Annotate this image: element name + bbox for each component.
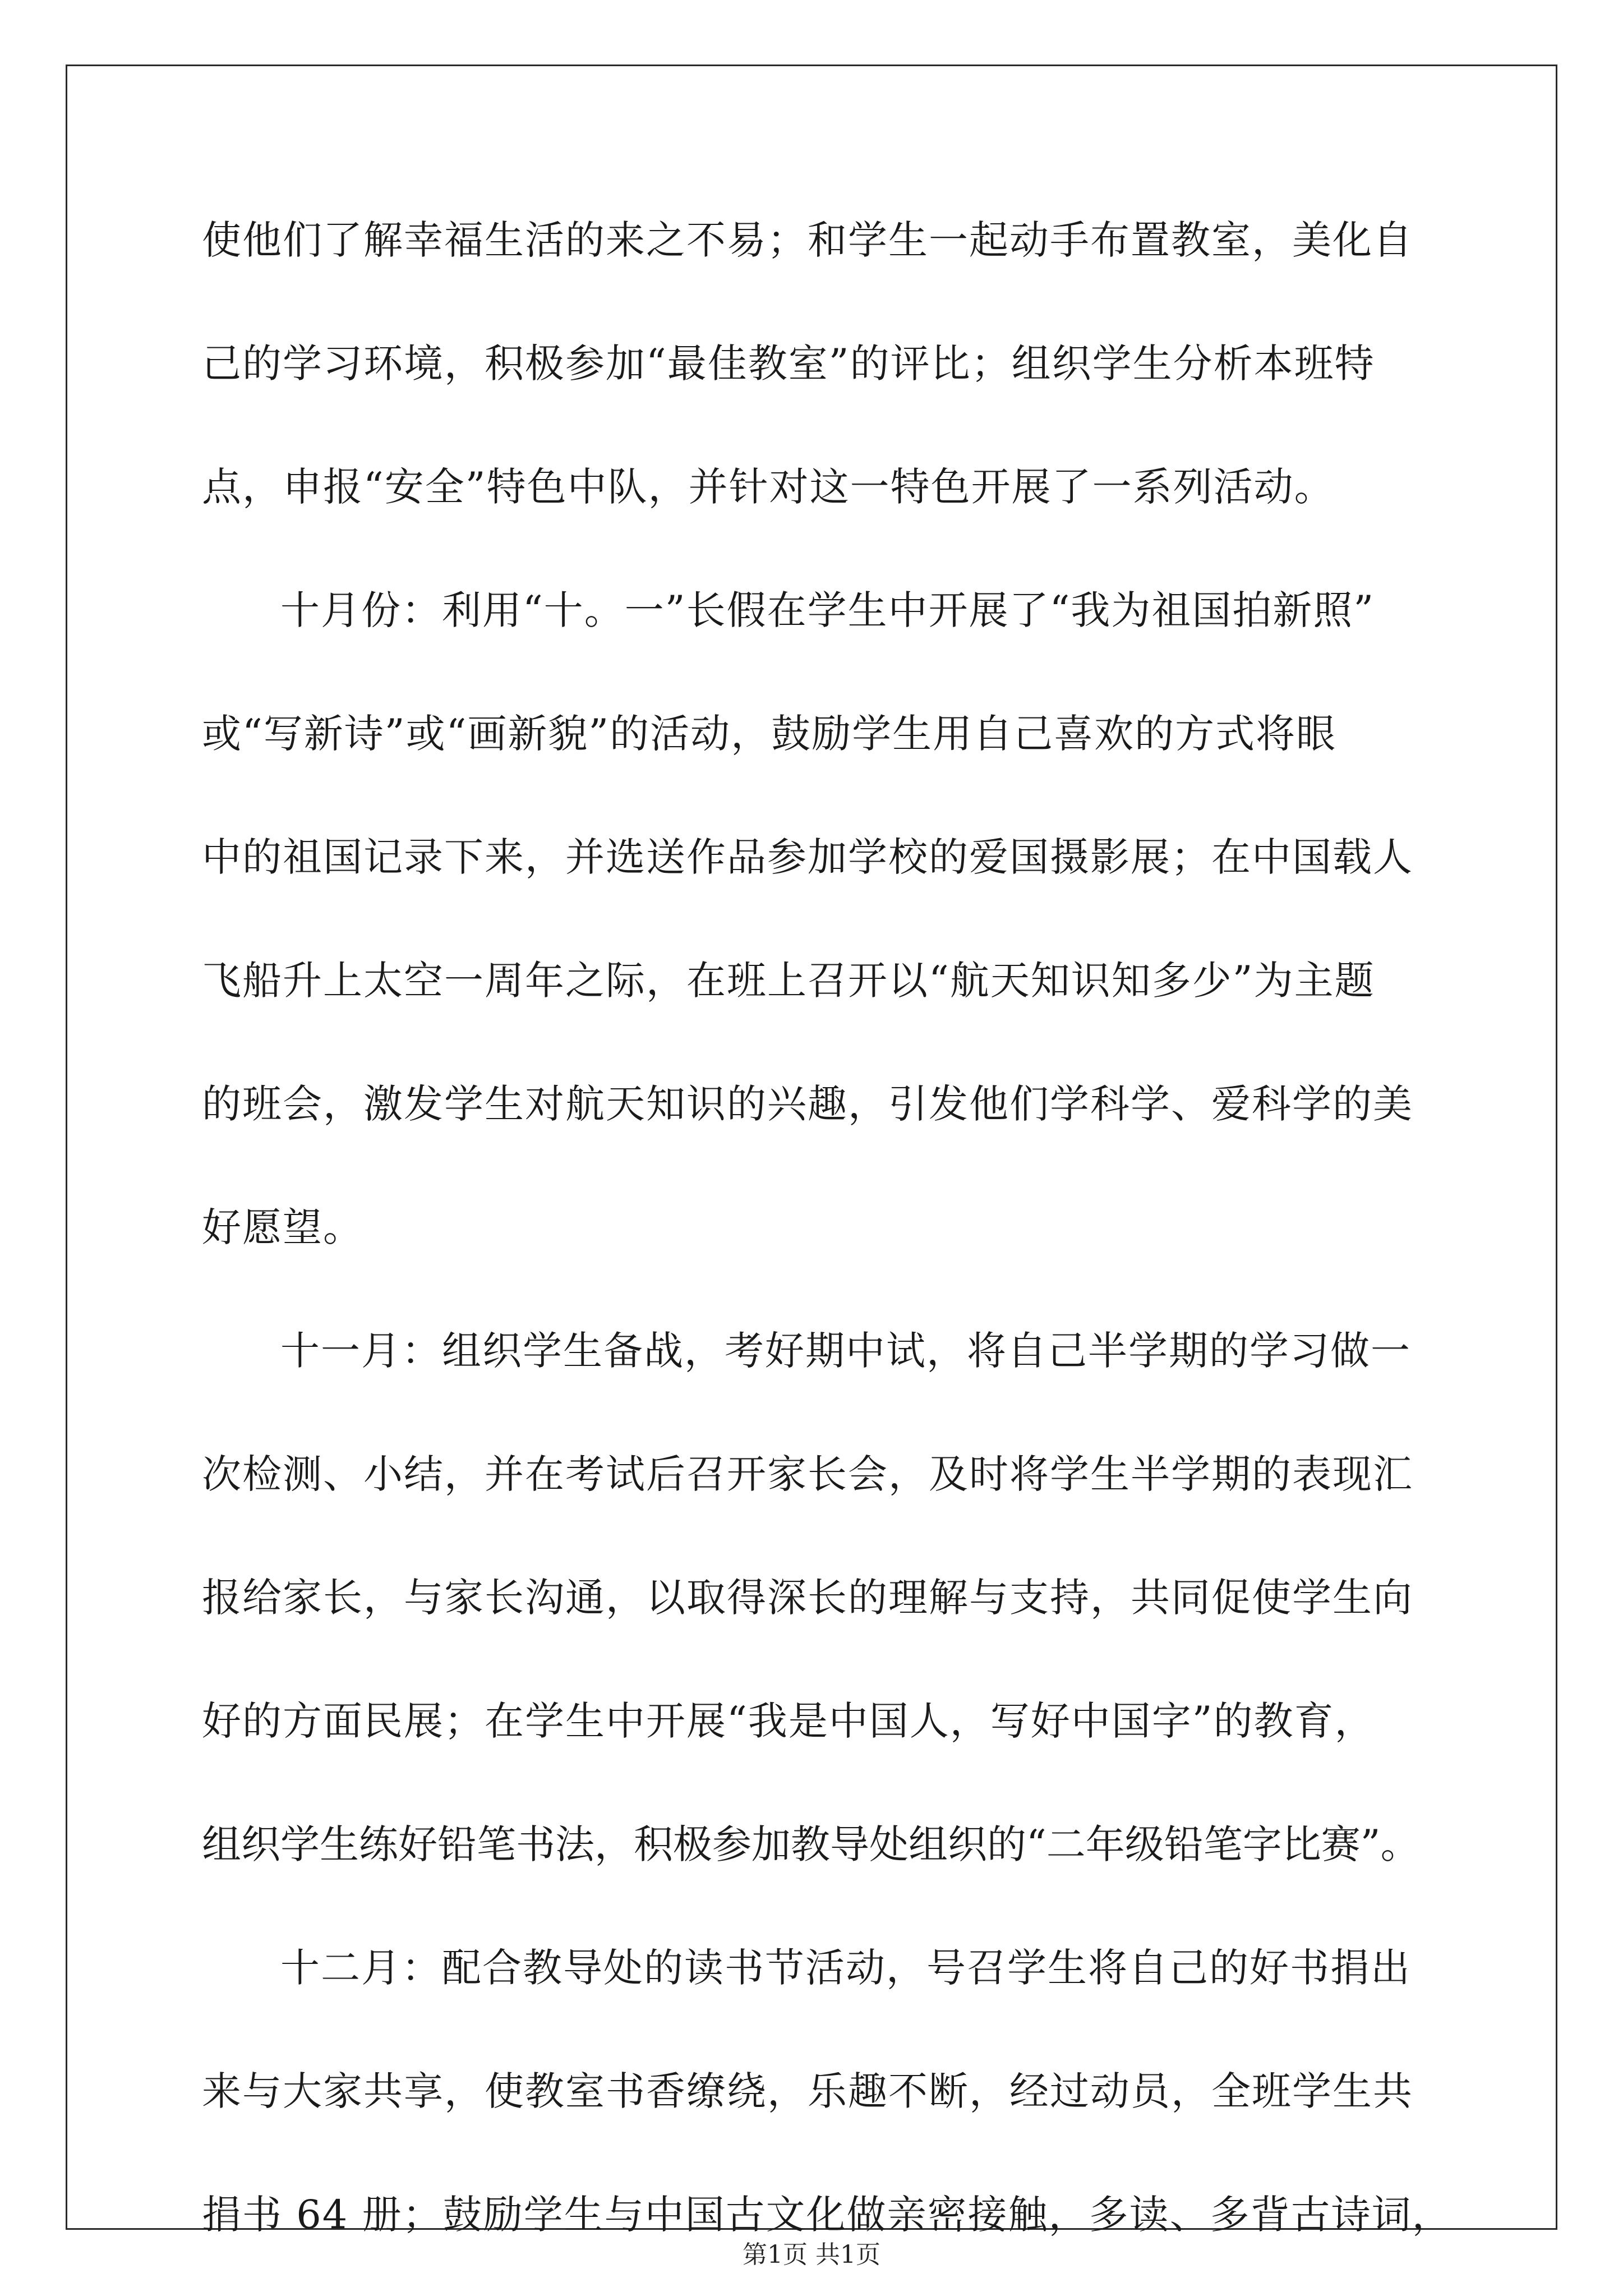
text-line: 的班会，激发学生对航天知识的兴趣，引发他们学科学、爱科学的美 <box>202 1081 1413 1127</box>
page-footer: 第1页 共1页 <box>743 2240 880 2269</box>
text-line: 捐书 64 册；鼓励学生与中国古文化做亲密接触，多读、多背古诗词， <box>202 2192 1453 2238</box>
text-line: 次检测、小结，并在考试后召开家长会，及时将学生半学期的表现汇 <box>202 1451 1413 1497</box>
text-line: 或“写新诗”或“画新貌”的活动，鼓励学生用自己喜欢的方式将眼 <box>202 711 1337 757</box>
text-line: 十一月：组织学生备战，考好期中试，将自己半学期的学习做一 <box>280 1328 1411 1374</box>
text-line: 好的方面民展；在学生中开展“我是中国人，写好中国字”的教育， <box>202 1698 1375 1744</box>
document-body <box>67 66 1556 2238</box>
text-line: 十二月：配合教导处的读书节活动，号召学生将自己的好书捐出 <box>280 1945 1411 1991</box>
text-line: 中的祖国记录下来，并选送作品参加学校的爱国摄影展；在中国载人 <box>202 834 1413 880</box>
text-line: 好愿望。 <box>202 1204 363 1250</box>
text-line: 己的学习环境，积极参加“最佳教室”的评比；组织学生分析本班特 <box>202 341 1375 386</box>
page-frame <box>66 65 1557 2238</box>
text-line: 来与大家共享，使教室书香缭绕，乐趣不断，经过动员，全班学生共 <box>202 2068 1413 2114</box>
text-line: 十月份：利用“十。一”长假在学生中开展了“我为祖国拍新照” <box>280 587 1375 633</box>
text-line: 飞船升上太空一周年之际，在班上召开以“航天知识知多少”为主题 <box>202 958 1375 1004</box>
text-line: 使他们了解幸福生活的来之不易；和学生一起动手布置教室，美化自 <box>202 217 1413 263</box>
text-line: 报给家长，与家长沟通，以取得深长的理解与支持，共同促使学生向 <box>202 1575 1413 1621</box>
text-line: 组织学生练好铅笔书法，积极参加教导处组织的“二年级铅笔字比赛”。 <box>202 1821 1420 1867</box>
text-line: 点，申报“安全”特色中队，并针对这一特色开展了一系列活动。 <box>202 464 1335 510</box>
